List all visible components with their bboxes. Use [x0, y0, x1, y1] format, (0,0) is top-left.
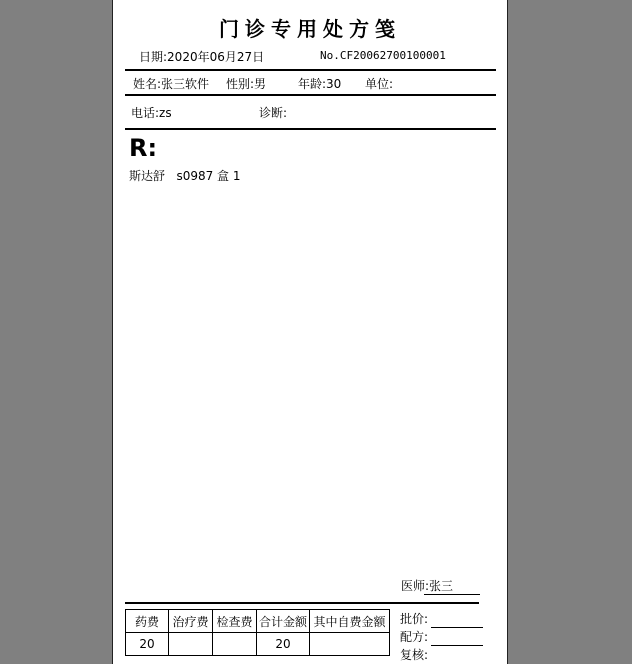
fee-value-exam [213, 633, 257, 656]
fee-header-row [126, 610, 390, 633]
divider-bottom [125, 602, 479, 604]
date-field: 日期:2020年06月27日 [139, 50, 265, 64]
doctor-signature: 医师:张三 [401, 579, 454, 593]
prescription-number: No.CF20062700100001 [320, 49, 446, 62]
doctor-signature-line [424, 594, 480, 595]
fee-value-row [126, 633, 390, 656]
fee-value-self-pay [310, 633, 390, 656]
rx-mark: R: [129, 134, 158, 162]
patient-unit: 单位: [365, 77, 394, 91]
fee-table [125, 609, 390, 656]
patient-name: 姓名:张三软件 [133, 77, 210, 91]
divider-1 [125, 69, 496, 71]
prescription-title: 门诊专用处方笺 [219, 17, 401, 41]
patient-gender: 性别:男 [226, 77, 267, 91]
dispense-line [431, 645, 483, 646]
approve-line [431, 627, 483, 628]
prescription-sheet [112, 0, 508, 664]
fee-value-treatment [169, 633, 213, 656]
patient-age: 年龄:30 [298, 77, 342, 91]
fee-header-treatment: 治疗费 [169, 610, 213, 633]
divider-3 [125, 128, 496, 130]
medication-item: 斯达舒 s0987 盒 1 [129, 169, 241, 183]
fee-header-total: 合计金额 [257, 610, 310, 633]
fee-value-total: 20 [257, 633, 310, 656]
fee-header-drug: 药费 [126, 610, 169, 633]
review-label: 复核: [400, 648, 429, 662]
approve-label: 批价: [400, 612, 429, 626]
patient-phone: 电话:zs [131, 106, 172, 120]
diagnosis-field: 诊断: [259, 106, 288, 120]
fee-value-drug: 20 [126, 633, 169, 656]
dispense-label: 配方: [400, 630, 429, 644]
fee-header-self-pay: 其中自费金额 [310, 610, 390, 633]
divider-2 [125, 94, 496, 96]
fee-header-exam: 检查费 [213, 610, 257, 633]
